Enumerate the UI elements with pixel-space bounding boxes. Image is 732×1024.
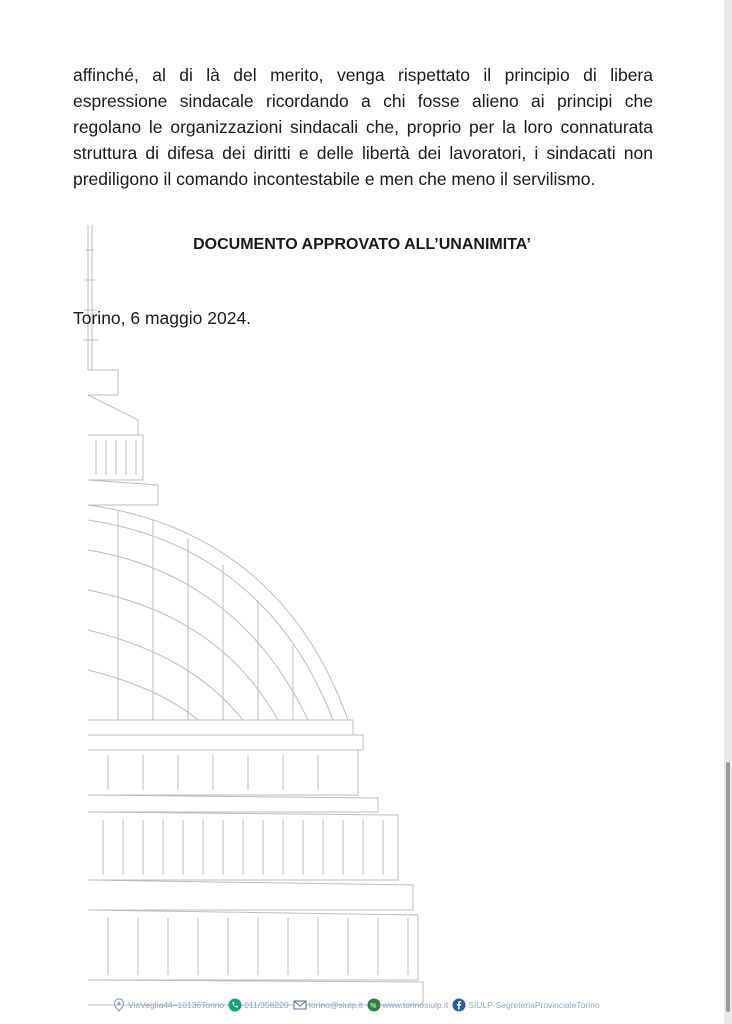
footer-facebook-text: SIULP-SegreteriaProvincialeTorino [468,1000,600,1010]
footer-phone-text: 011/356220 [244,1000,289,1010]
document-title: DOCUMENTO APPROVATO ALL’UNANIMITA’ [193,236,531,253]
place-date: Torino, 6 maggio 2024. [73,308,252,328]
footer-email [293,998,363,1012]
letterhead-footer [112,994,600,1016]
mail-icon [293,998,307,1012]
footer-email-text: torino@siulp.it [308,1000,363,1010]
footer-address-text: ViaVeglia44–10136Torino [128,1000,225,1010]
mole-antonelliana-watermark [78,220,428,1010]
footer-website-text: www.torinosiulp.it [382,1000,449,1010]
footer-website [367,998,449,1012]
footer-facebook [452,998,599,1012]
footer-address [112,998,224,1012]
footer-phone [228,998,288,1012]
scrollbar-thumb[interactable] [726,762,730,1012]
scrollbar-track[interactable] [724,0,732,1024]
facebook-icon [452,998,466,1012]
body-paragraph: affinché, al di là del merito, venga rispettato il principio di libera espressione sindacale ricordando a chi fosse alieno ai principi che regolano le organizzazioni sindacali che, proprio per la loro connaturata struttura di difesa dei diritti e delle libertà dei lavoratori, i sindacati non prediligono il comando incontestabile e men che meno il servilismo. [73,65,653,189]
globe-icon [367,998,381,1012]
location-pin-icon [112,998,126,1012]
phone-icon [228,998,242,1012]
